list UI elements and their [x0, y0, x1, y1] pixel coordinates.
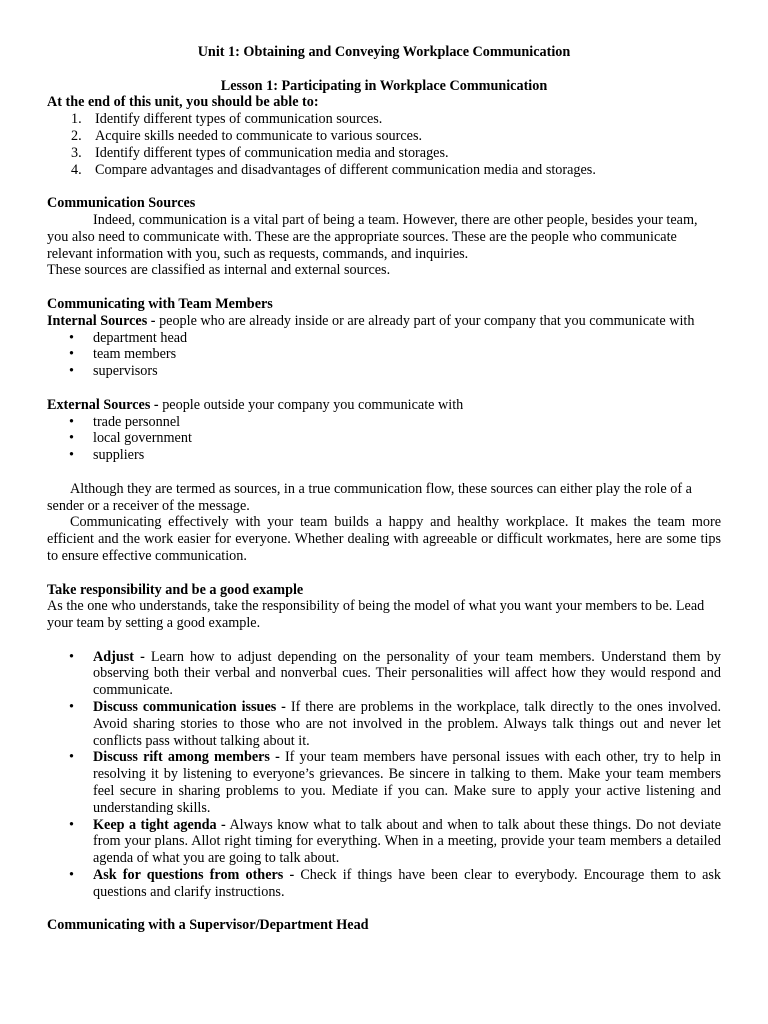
sources-classification: These sources are classified as internal and external sources. — [47, 262, 391, 279]
list-item: • department head — [93, 330, 721, 347]
internal-sources-label: Internal Sources - — [47, 312, 156, 329]
objective-item: 2. Acquire skills needed to communicate to various sources. — [71, 127, 423, 144]
list-item: • trade personnel — [93, 414, 721, 431]
unit-title: Unit 1: Obtaining and Conveying Workplace Communication — [197, 44, 571, 60]
external-sources-label: External Sources - — [47, 396, 159, 413]
tip-item: • Discuss communication issues - If there are problems in the workplace, talk directly to the ones involved. Avoid sharing stories to those who are not involved in the problem. Always talk things out and never let conflicts pass without talking about it. — [93, 699, 721, 749]
tip-item: • Discuss rift among members - If your team members have personal issues with each other, try to help in resolving it by listening to everyone’s grievances. Be sincere in talking to them. Make your team members feel secure in sharing problems to you. Mediate if you can. Make sure to apply your active listening and understanding skills. — [93, 749, 721, 816]
internal-sources-list — [47, 330, 721, 380]
external-sources-definition: External Sources - people outside your company you communicate with — [47, 396, 464, 413]
list-item: • local government — [93, 430, 721, 447]
objective-item: 3. Identify different types of communication media and storages. — [71, 144, 449, 161]
responsibility-heading: Take responsibility and be a good example — [47, 581, 304, 598]
team-communication-paragraph: Communicating effectively with your team builds a happy and healthy workplace. It makes the team more efficient and the work easier for everyone. Whether dealing with agreeable or difficult workmates, here are some tips to ensure effective communication. — [47, 514, 721, 564]
objective-item: 1. Identify different types of communication sources. — [71, 111, 383, 128]
supervisor-heading: Communicating with a Supervisor/Department Head — [47, 917, 369, 934]
document-content — [47, 44, 721, 934]
lesson-title: Lesson 1: Participating in Workplace Communication — [220, 77, 548, 94]
list-item: • supervisors — [93, 363, 721, 380]
tips-list — [47, 649, 721, 901]
sources-paragraph: Indeed, communication is a vital part of being a team. However, there are other people, besides your team, you also need to communicate with. These are the appropriate sources. These are the people who communicate relevant information with you, such as requests, commands, and inquiries. — [47, 211, 698, 262]
sources-heading: Communication Sources — [47, 195, 196, 212]
sources-role-paragraph: Although they are termed as sources, in a true communication flow, these sources can either play the role of a sender or a receiver of the message. — [47, 480, 692, 514]
team-heading: Communicating with Team Members — [47, 295, 273, 312]
objective-item: 4. Compare advantages and disadvantages of different communication media and storages. — [71, 161, 596, 178]
tip-item: • Keep a tight agenda - Always know what to talk about and when to talk about these things. Do not deviate from your plans. Allot right timing for everything. When in a meeting, provide your team members a detailed agenda of what you are going to talk about. — [93, 817, 721, 867]
internal-sources-definition: Internal Sources - people who are already inside or are already part of your company that you communicate with — [47, 312, 695, 329]
tip-item: • Adjust - Learn how to adjust depending on the personality of your team members. Understand them by observing both their verbal and nonverbal cues. Their personalities will affect how they would respond and communicate. — [93, 649, 721, 699]
objectives-list — [47, 111, 721, 178]
tip-item: • Ask for questions from others - Check if things have been clear to everybody. Encourage them to ask questions and clarify instructions. — [93, 867, 721, 901]
external-sources-list — [47, 414, 721, 464]
objectives-heading: At the end of this unit, you should be able to: — [47, 94, 319, 111]
list-item: • team members — [93, 346, 721, 363]
list-item: • suppliers — [93, 447, 721, 464]
responsibility-paragraph: As the one who understands, take the responsibility of being the model of what you want your members to be. Lead your team by setting a good example. — [47, 598, 705, 632]
